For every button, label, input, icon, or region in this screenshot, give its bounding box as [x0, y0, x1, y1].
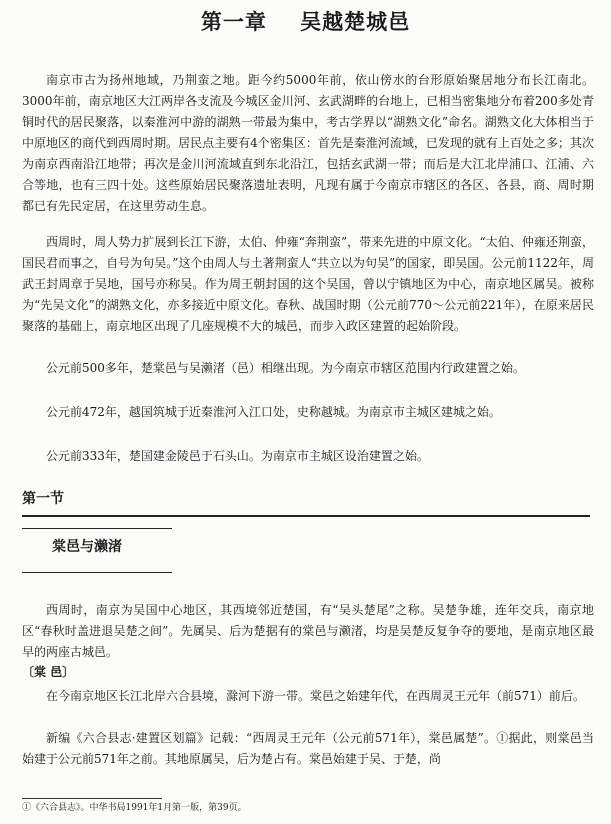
- intro-paragraph-3: 公元前500多年，楚棠邑与吴濑渚（邑）相继出现。为今南京市辖区范围内行政建置之始。: [46, 361, 525, 375]
- subsection-underline: [22, 572, 172, 573]
- intro-paragraph-1: 南京市古为扬州地域，乃荆蛮之地。距今约5000年前，依山傍水的台形原始聚居地分布长江南北。3000年前，南京地区大江两岸各支流及今城区金川河、玄武湖畔的台地上，已相当密集地分布着200多处青铜时代的居民聚落，以秦淮河中游的湖熟一带最为集中，考古学界以“湖熟文化”命名。湖熟文化大体相当于中原地区的商代到西周时期。居民点主要有4个密集区：首先是秦淮河流域，已发现的就有上百处之多；其次为南京西南沿江地带；再次是金川河流域直到东北沿江，包括玄武湖一带；而后是大江北岸浦口、江浦、六合等地，也有三四十处。这些原始居民聚落遗址表明，凡现有属于今南京市辖区的各区、各县，商、周时期都已有先民定居，在这里劳动生息。: [22, 73, 594, 213]
- section-underline: [22, 528, 172, 529]
- section-title: 第一节: [22, 491, 64, 507]
- section-paragraph: 西周时，南京为吴国中心地区，其西境邻近楚国，有“吴头楚尾”之称。吴楚争雄，连年交兵，南京地区“春秋时盖进退吴楚之间”。先属吴、后为楚据有的棠邑与濑渚，均是吴楚反复争夺的要地，是南京地区最早的两座古城邑。: [22, 603, 594, 659]
- tangyi-paragraph-2: 新编《六合县志·建置区划篇》记载：“西周灵王元年（公元前571年），棠邑属楚”。①据此，则棠邑当始建于公元前571年之前。其地原属吴，后为楚占有。棠邑始建于吴、于楚，尚: [22, 731, 594, 766]
- intro-paragraph-2: 西周时，周人势力扩展到长江下游，太伯、仲雍“奔荆蛮”，带来先进的中原文化。“太伯、仲雍还荆蛮，国民君而事之，自号为句吴。”这个由周人与土著荆蛮人“共立以为句吴”的国家，即吴国。公元前1122年，周武王封周章于吴地，国号亦称吴。作为周王朝封国的这个吴国，曾以宁镇地区为中心，南京地区属吴。被称为“先吴文化”的湖熟文化，亦多接近中原文化。春秋、战国时期（公元前770～公元前221年），在原来居民聚落的基础上，南京地区出现了几座规模不大的城邑，而步入政区建置的起始阶段。: [22, 235, 594, 333]
- chapter-title: 第一章 吴越楚城邑: [200, 10, 411, 34]
- subsection-title: 棠邑与濑渚: [52, 539, 122, 555]
- footnote-divider: [22, 798, 162, 799]
- intro-paragraph-4: 公元前472年，越国筑城于近秦淮河入江口处，史称越城。为南京市主城区建城之始。: [46, 405, 501, 419]
- section-divider: [22, 515, 590, 517]
- tangyi-paragraph-1: 在今南京地区长江北岸六合县境，滁河下游一带。棠邑之始建年代，在西周灵王元年（前571）前后。: [46, 689, 585, 703]
- entry-label-tangyi: 〔棠 邑〕: [22, 665, 75, 679]
- footnote: ①《六合县志》。中华书局1991年1月第一版，第39页。: [22, 803, 247, 813]
- intro-paragraph-5: 公元前333年，楚国建金陵邑于石头山。为南京市主城区设治建置之始。: [46, 449, 429, 463]
